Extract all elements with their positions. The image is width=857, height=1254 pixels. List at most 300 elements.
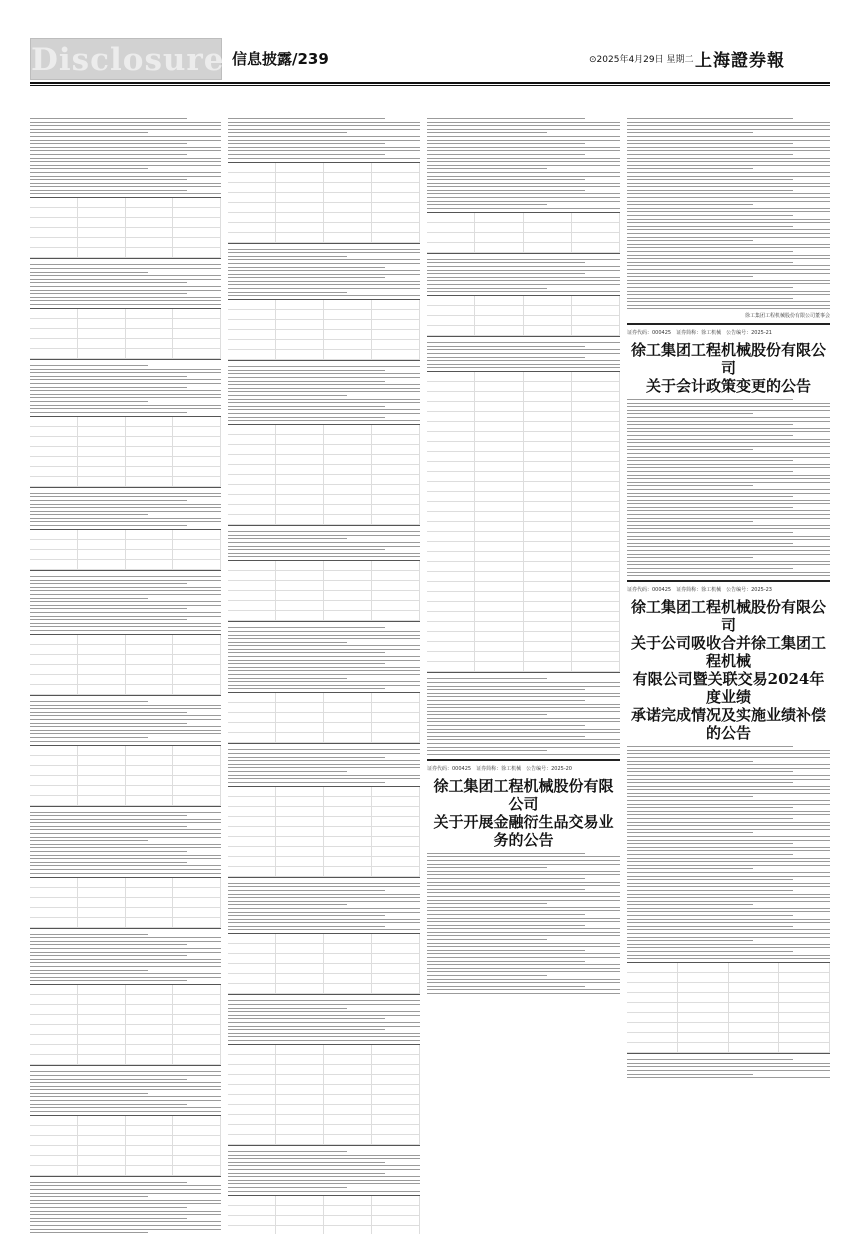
table-cell <box>276 435 324 444</box>
text-line <box>427 743 620 744</box>
text-line <box>228 143 385 144</box>
text-line <box>30 723 187 724</box>
table-cell <box>779 973 830 982</box>
table-cell <box>78 540 126 549</box>
table-cell <box>276 817 324 826</box>
text-line <box>30 154 187 155</box>
text-line <box>627 568 793 569</box>
table-row <box>30 339 221 349</box>
table-cell <box>78 477 126 486</box>
table-cell <box>372 350 420 359</box>
masthead-rule-thin <box>30 85 830 86</box>
table-cell <box>30 417 78 426</box>
text-line <box>627 933 830 934</box>
table-cell <box>30 447 78 456</box>
text-line <box>30 608 187 609</box>
table-cell <box>524 422 572 431</box>
text-line <box>427 259 620 260</box>
table-cell <box>324 787 372 796</box>
text-line <box>627 446 830 447</box>
column-4 <box>627 118 830 1234</box>
table-cell <box>475 572 523 581</box>
table-row <box>427 562 620 572</box>
table-row <box>427 502 620 512</box>
table-cell <box>173 218 221 227</box>
text-line <box>427 961 585 962</box>
text-line <box>228 1162 385 1163</box>
table-cell <box>78 467 126 476</box>
table-cell <box>173 918 221 927</box>
text-line <box>627 872 830 873</box>
table-cell <box>524 562 572 571</box>
text-line <box>30 179 187 180</box>
text-line <box>427 736 585 737</box>
table-cell <box>427 562 475 571</box>
text-line <box>228 674 420 675</box>
table-cell <box>779 1033 830 1042</box>
table-cell <box>228 561 276 570</box>
column-3-body <box>427 118 620 755</box>
table-row <box>30 329 221 339</box>
text-line <box>30 858 221 859</box>
text-line <box>627 457 830 458</box>
table-cell <box>324 465 372 474</box>
table-row <box>228 857 420 867</box>
text-line <box>627 280 830 281</box>
table-cell <box>173 248 221 257</box>
table-cell <box>30 786 78 795</box>
text-line <box>627 421 830 422</box>
article-code-line: 证券代码：000425 证券简称：徐工机械 公告编号：2025-23 <box>627 587 772 594</box>
text-line <box>627 500 830 501</box>
text-line <box>228 1176 420 1177</box>
table-cell <box>524 602 572 611</box>
text-line <box>427 921 620 922</box>
table-row <box>228 1065 420 1075</box>
table-cell <box>276 485 324 494</box>
table-row <box>30 888 221 898</box>
table-cell <box>173 309 221 318</box>
table-row <box>30 1015 221 1025</box>
text-line <box>627 847 830 848</box>
table-cell <box>126 447 174 456</box>
text-line <box>627 807 793 808</box>
text-line <box>427 935 620 936</box>
table-row <box>228 320 420 330</box>
table-cell <box>228 787 276 796</box>
table-cell <box>78 898 126 907</box>
table-cell <box>276 340 324 349</box>
text-line <box>228 125 420 126</box>
text-line <box>627 449 753 450</box>
text-line <box>427 686 620 687</box>
table-cell <box>173 238 221 247</box>
text-line <box>30 812 221 813</box>
text-line <box>627 883 830 884</box>
table-row <box>228 733 420 743</box>
table-cell <box>427 512 475 521</box>
table-cell <box>427 392 475 401</box>
table-cell <box>427 213 475 222</box>
table-cell <box>324 233 372 242</box>
table-cell <box>572 243 620 252</box>
text-line <box>427 190 585 191</box>
text-line <box>30 521 221 522</box>
table-cell <box>78 995 126 1004</box>
table-cell <box>524 382 572 391</box>
text-line <box>627 858 830 859</box>
text-line <box>627 786 830 787</box>
table-row <box>228 340 420 350</box>
table-row <box>30 427 221 437</box>
text-line <box>30 1182 187 1183</box>
table-cell <box>372 465 420 474</box>
table-cell <box>276 1226 324 1234</box>
table-row <box>427 492 620 502</box>
text-line <box>627 575 830 576</box>
table-cell <box>276 837 324 846</box>
text-line <box>627 510 830 511</box>
table-cell <box>173 1126 221 1135</box>
text-line <box>427 118 585 119</box>
text-line <box>427 696 620 697</box>
text-line <box>30 300 221 301</box>
text-line <box>627 478 830 479</box>
table-cell <box>372 1045 420 1054</box>
table-row <box>30 1146 221 1156</box>
table-cell <box>30 1025 78 1034</box>
table-cell <box>30 1005 78 1014</box>
table-row <box>228 1226 420 1234</box>
text-line <box>627 539 830 540</box>
text-line <box>627 258 830 259</box>
text-line <box>427 346 585 347</box>
table-cell <box>427 652 475 661</box>
table-row <box>427 542 620 552</box>
text-line <box>228 782 385 783</box>
table-row <box>627 1033 830 1043</box>
text-line <box>228 417 385 418</box>
table-cell <box>78 786 126 795</box>
table-cell <box>572 492 620 501</box>
table-cell <box>126 427 174 436</box>
table-cell <box>30 228 78 237</box>
table-cell <box>372 515 420 524</box>
table-cell <box>228 827 276 836</box>
text-line <box>30 507 221 508</box>
table-row <box>427 522 620 532</box>
table-cell <box>173 427 221 436</box>
table-cell <box>173 1146 221 1155</box>
text-line <box>228 413 420 414</box>
table-cell <box>276 571 324 580</box>
table-cell <box>324 581 372 590</box>
table-cell <box>572 662 620 671</box>
table-cell <box>78 1015 126 1024</box>
text-line <box>427 754 620 755</box>
text-line <box>228 542 420 543</box>
text-line <box>627 757 830 758</box>
text-line <box>627 865 830 866</box>
table-cell <box>78 198 126 207</box>
table-cell <box>126 349 174 358</box>
financial-table <box>228 424 420 526</box>
column-4-top <box>627 118 830 309</box>
text-line <box>228 281 420 282</box>
table-cell <box>30 995 78 1004</box>
text-line <box>228 771 347 772</box>
text-line <box>627 475 830 476</box>
table-cell <box>228 1196 276 1205</box>
table-row <box>228 425 420 435</box>
financial-table <box>30 416 221 488</box>
table-cell <box>524 652 572 661</box>
table-cell <box>30 1035 78 1044</box>
text-line <box>228 890 385 891</box>
table-cell <box>30 746 78 755</box>
table-cell <box>372 984 420 993</box>
table-row <box>427 622 620 632</box>
table-cell <box>126 1156 174 1165</box>
text-line <box>627 428 830 429</box>
table-cell <box>126 477 174 486</box>
financial-table <box>427 212 620 254</box>
table-row <box>228 350 420 360</box>
text-line <box>627 521 753 522</box>
table-row <box>30 898 221 908</box>
table-cell <box>228 1135 276 1144</box>
text-line <box>30 701 148 702</box>
table-cell <box>228 723 276 732</box>
table-cell <box>126 655 174 664</box>
text-line <box>427 342 620 343</box>
text-line <box>427 273 585 274</box>
table-row <box>228 723 420 733</box>
table-cell <box>228 837 276 846</box>
table-cell <box>572 592 620 601</box>
text-line <box>627 761 753 762</box>
financial-table <box>228 933 420 995</box>
text-line <box>228 406 385 407</box>
text-line <box>30 847 221 848</box>
table-cell <box>126 329 174 338</box>
table-row <box>228 163 420 173</box>
text-line <box>627 140 830 141</box>
table-row <box>228 445 420 455</box>
table-cell <box>372 203 420 212</box>
table-cell <box>572 213 620 222</box>
table-cell <box>173 560 221 569</box>
table-cell <box>228 505 276 514</box>
table-row <box>228 455 420 465</box>
text-line <box>30 937 221 938</box>
table-cell <box>126 248 174 257</box>
table-cell <box>524 572 572 581</box>
table-cell <box>173 756 221 765</box>
table-cell <box>78 349 126 358</box>
text-line <box>427 986 585 987</box>
table-cell <box>372 310 420 319</box>
text-line <box>627 273 830 274</box>
text-line <box>30 822 221 823</box>
text-line <box>30 934 148 935</box>
text-line <box>228 915 385 916</box>
table-cell <box>524 632 572 641</box>
text-line <box>228 663 385 664</box>
table-cell <box>427 223 475 232</box>
table-cell <box>276 203 324 212</box>
table-row <box>30 918 221 928</box>
table-cell <box>324 515 372 524</box>
table-row <box>427 392 620 402</box>
table-cell <box>276 1196 324 1205</box>
text-line <box>30 598 148 599</box>
table-row <box>30 1055 221 1065</box>
table-cell <box>324 320 372 329</box>
table-cell <box>173 417 221 426</box>
table-cell <box>276 173 324 182</box>
table-cell <box>276 465 324 474</box>
text-line <box>627 503 830 504</box>
table-cell <box>276 1075 324 1084</box>
table-cell <box>228 581 276 590</box>
text-line <box>427 871 620 872</box>
table-row <box>30 645 221 655</box>
text-line <box>627 197 830 198</box>
table-cell <box>276 1135 324 1144</box>
text-line <box>30 733 221 734</box>
table-cell <box>572 532 620 541</box>
text-line <box>427 878 585 879</box>
table-row <box>427 482 620 492</box>
table-cell <box>475 492 523 501</box>
text-line <box>427 946 620 947</box>
table-cell <box>276 233 324 242</box>
text-line <box>228 778 420 779</box>
text-line <box>30 1232 148 1233</box>
text-line <box>627 179 793 180</box>
table-cell <box>572 642 620 651</box>
table-cell <box>228 867 276 876</box>
text-line <box>30 840 148 841</box>
table-cell <box>126 1045 174 1054</box>
table-cell <box>475 412 523 421</box>
table-cell <box>572 233 620 242</box>
table-cell <box>475 442 523 451</box>
table-cell <box>372 1055 420 1064</box>
table-cell <box>475 233 523 242</box>
table-cell <box>173 985 221 994</box>
table-row <box>30 1025 221 1035</box>
table-row <box>427 306 620 316</box>
table-cell <box>324 1105 372 1114</box>
text-line <box>228 1004 420 1005</box>
text-line <box>427 284 620 285</box>
text-line <box>30 959 221 960</box>
text-line <box>627 147 830 148</box>
table-row <box>228 703 420 713</box>
text-line <box>228 366 420 367</box>
text-line <box>30 390 221 391</box>
financial-table <box>30 308 221 360</box>
table-cell <box>324 1075 372 1084</box>
table-cell <box>324 974 372 983</box>
table-cell <box>30 908 78 917</box>
table-cell <box>126 918 174 927</box>
table-row <box>30 447 221 457</box>
table-cell <box>276 954 324 963</box>
table-cell <box>126 888 174 897</box>
table-cell <box>427 532 475 541</box>
table-cell <box>572 542 620 551</box>
table-cell <box>276 581 324 590</box>
table-row <box>30 786 221 796</box>
table-cell <box>427 572 475 581</box>
table-row <box>427 452 620 462</box>
table-cell <box>427 372 475 381</box>
table-row <box>228 693 420 703</box>
text-line <box>627 201 830 202</box>
text-line <box>30 1218 187 1219</box>
text-line <box>627 789 830 790</box>
table-cell <box>78 1055 126 1064</box>
text-line <box>30 1111 221 1112</box>
text-line <box>30 1071 221 1072</box>
table-cell <box>372 723 420 732</box>
table-cell <box>173 1136 221 1145</box>
text-line <box>427 172 620 173</box>
text-line <box>627 836 830 837</box>
table-row <box>30 655 221 665</box>
table-row <box>30 228 221 238</box>
text-line <box>30 383 221 384</box>
table-cell <box>78 766 126 775</box>
text-line <box>627 944 830 945</box>
table-cell <box>324 193 372 202</box>
table-cell <box>78 309 126 318</box>
table-cell <box>372 1065 420 1074</box>
table-row <box>228 571 420 581</box>
text-line <box>627 240 753 241</box>
text-line <box>627 561 830 562</box>
text-line <box>427 693 620 694</box>
text-line <box>627 406 830 407</box>
text-line <box>228 688 385 689</box>
table-cell <box>276 591 324 600</box>
text-line <box>30 583 187 584</box>
table-cell <box>572 522 620 531</box>
table-cell <box>276 1055 324 1064</box>
table-cell <box>524 316 572 325</box>
table-cell <box>30 918 78 927</box>
table-cell <box>372 425 420 434</box>
table-cell <box>276 964 324 973</box>
text-line <box>627 811 830 812</box>
table-cell <box>324 495 372 504</box>
table-cell <box>372 1216 420 1225</box>
financial-table <box>228 560 420 622</box>
table-cell <box>78 645 126 654</box>
text-line <box>427 122 620 123</box>
table-row <box>627 993 830 1003</box>
table-cell <box>372 974 420 983</box>
text-line <box>228 904 347 905</box>
text-line <box>30 616 221 617</box>
text-line <box>30 623 221 624</box>
table-cell <box>228 300 276 309</box>
table-cell <box>126 1025 174 1034</box>
table-row <box>228 561 420 571</box>
